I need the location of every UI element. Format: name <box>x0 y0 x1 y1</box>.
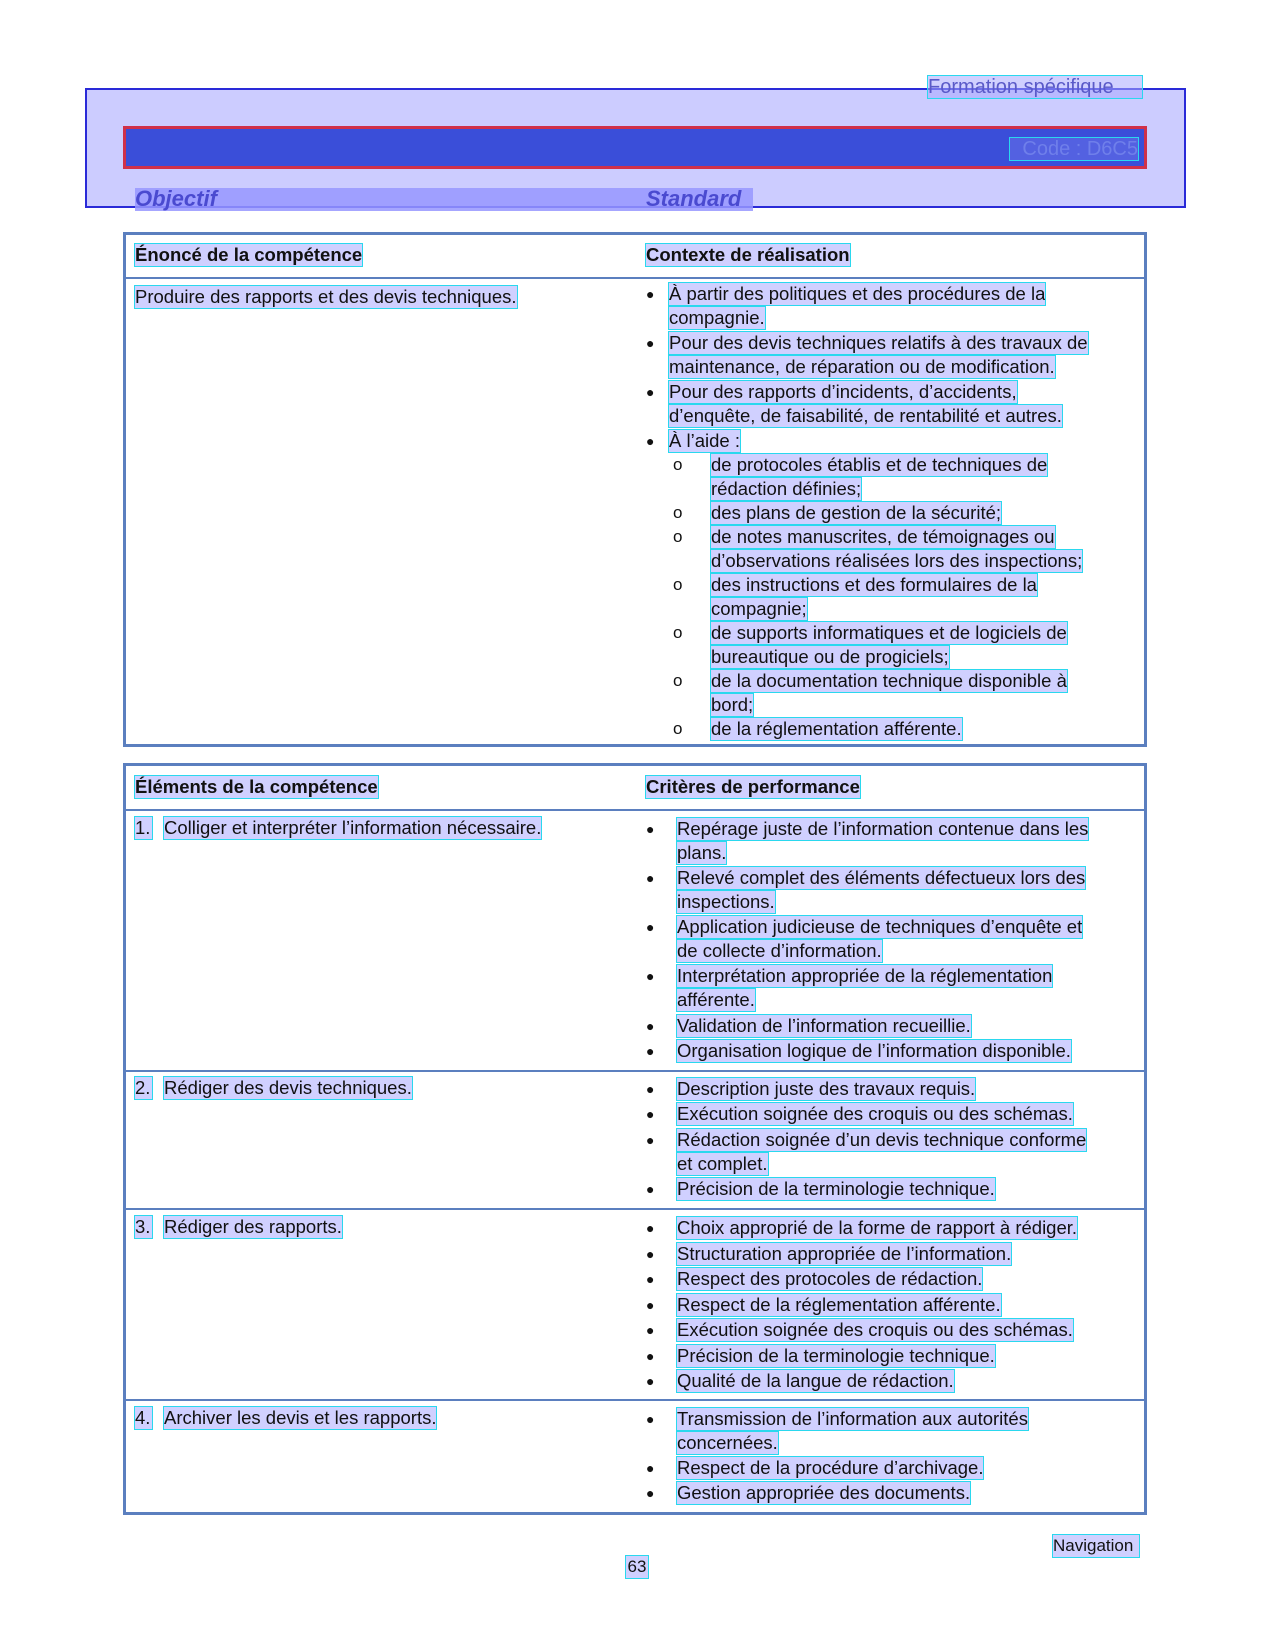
formation-title: Formation spécifique <box>928 76 1142 98</box>
circle-bullet-icon: o <box>673 575 683 594</box>
bullet-icon: ● <box>646 1460 655 1476</box>
criterion-line: Validation de l’information recueillie. <box>677 1015 971 1036</box>
criterion-line: Rédaction soignée d’un devis technique conforme <box>677 1129 1087 1150</box>
criterion-line: afférente. <box>677 989 755 1010</box>
contexte-subline: bord; <box>711 694 754 715</box>
circle-bullet-icon: o <box>673 671 683 690</box>
criterion-line: Structuration appropriée de l’information. <box>677 1243 1012 1264</box>
criterion-line: Gestion appropriée des documents. <box>677 1482 971 1503</box>
criterion-line: Précision de la terminologie technique. <box>677 1178 995 1199</box>
criterion-line: Respect de la réglementation afférente. <box>677 1294 1001 1315</box>
circle-bullet-icon: o <box>673 455 683 474</box>
criterion-line: Application judicieuse de techniques d’enquête et <box>677 916 1083 937</box>
contexte-line: À l’aide : <box>669 430 740 451</box>
contexte-subline: de la réglementation afférente. <box>711 718 962 739</box>
objectif-label: Objectif <box>135 186 217 211</box>
contexte-subline: des instructions et des formulaires de la <box>711 574 1037 595</box>
element-number: 2. <box>135 1077 151 1098</box>
criterion-line: Repérage juste de l’information contenue dans les <box>677 818 1089 839</box>
criterion-line: inspections. <box>677 891 775 912</box>
bullet-icon: ● <box>646 1106 655 1122</box>
col-header-enonce: Énoncé de la compétence <box>135 244 363 265</box>
enonce-text: Produire des rapports et des devis techniques. <box>135 286 517 307</box>
bullet-icon: ● <box>646 1485 655 1501</box>
contexte-subline: de notes manuscrites, de témoignages ou <box>711 526 1055 547</box>
contexte-subline: rédaction définies; <box>711 478 862 499</box>
circle-bullet-icon: o <box>673 623 683 642</box>
circle-bullet-icon: o <box>673 527 683 546</box>
col-header-criteres: Critères de performance <box>646 776 860 797</box>
criterion-line: Précision de la terminologie technique. <box>677 1345 995 1366</box>
row-divider <box>126 1070 1144 1072</box>
contexte-line: À partir des politiques et des procédures de la <box>669 283 1046 304</box>
contexte-subline: de protocoles établis et de techniques de <box>711 454 1048 475</box>
criterion-line: Organisation logique de l’information disponible. <box>677 1040 1071 1061</box>
bullet-icon: ● <box>646 1246 655 1262</box>
bullet-icon: ● <box>646 1297 655 1313</box>
element-number: 1. <box>135 817 151 838</box>
contexte-subline: de supports informatiques et de logiciels de <box>711 622 1067 643</box>
criterion-line: Interprétation appropriée de la réglementation <box>677 965 1053 986</box>
page-number: 63 <box>627 1557 647 1576</box>
contexte-line: d’enquête, de faisabilité, de rentabilité et autres. <box>669 405 1062 426</box>
bullet-icon: ● <box>646 1081 655 1097</box>
contexte-line: Pour des rapports d’incidents, d’accidents, <box>669 381 1017 402</box>
bullet-icon: ● <box>646 1181 655 1197</box>
bullet-icon: ● <box>646 384 655 400</box>
bullet-icon: ● <box>646 1271 655 1287</box>
contexte-line: compagnie. <box>669 307 765 328</box>
criterion-line: concernées. <box>677 1432 778 1453</box>
contexte-line: Pour des devis techniques relatifs à des travaux de <box>669 332 1088 353</box>
circle-bullet-icon: o <box>673 503 683 522</box>
criterion-line: Transmission de l’information aux autorités <box>677 1408 1028 1429</box>
bullet-icon: ● <box>646 1373 655 1389</box>
code-bar <box>123 126 1147 169</box>
bullet-icon: ● <box>646 968 655 984</box>
navigation-link[interactable]: Navigation <box>1053 1535 1139 1557</box>
contexte-line: maintenance, de réparation ou de modification. <box>669 356 1055 377</box>
bullet-icon: ● <box>646 433 655 449</box>
bullet-icon: ● <box>646 1018 655 1034</box>
element-label: Rédiger des rapports. <box>164 1216 342 1237</box>
criterion-line: Respect des protocoles de rédaction. <box>677 1268 983 1289</box>
contexte-subline: bureautique ou de progiciels; <box>711 646 949 667</box>
criterion-line: Respect de la procédure d’archivage. <box>677 1457 984 1478</box>
circle-bullet-icon: o <box>673 719 683 738</box>
standard-label: Standard <box>646 186 742 211</box>
criterion-line: Exécution soignée des croquis ou des schémas. <box>677 1319 1073 1340</box>
competence-code: Code : D6C5 <box>1010 138 1138 160</box>
contexte-subline: de la documentation technique disponible à <box>711 670 1067 691</box>
contexte-subline: d’observations réalisées lors des inspections; <box>711 550 1083 571</box>
bullet-icon: ● <box>646 1043 655 1059</box>
element-label: Rédiger des devis techniques. <box>164 1077 412 1098</box>
bullet-icon: ● <box>646 1322 655 1338</box>
bullet-icon: ● <box>646 919 655 935</box>
bullet-icon: ● <box>646 1348 655 1364</box>
criterion-line: Description juste des travaux requis. <box>677 1078 976 1099</box>
row-divider <box>126 1399 1144 1401</box>
bullet-icon: ● <box>646 1220 655 1236</box>
table-header-divider <box>126 809 1144 811</box>
criterion-line: Relevé complet des éléments défectueux lors des <box>677 867 1086 888</box>
bullet-icon: ● <box>646 821 655 837</box>
criterion-line: de collecte d’information. <box>677 940 882 961</box>
criterion-line: Qualité de la langue de rédaction. <box>677 1370 954 1391</box>
contexte-subline: compagnie; <box>711 598 807 619</box>
table-header-divider <box>126 277 1144 279</box>
element-number: 3. <box>135 1216 151 1237</box>
col-header-elements: Éléments de la compétence <box>135 776 378 797</box>
criterion-line: Choix approprié de la forme de rapport à rédiger. <box>677 1217 1078 1238</box>
element-label: Archiver les devis et les rapports. <box>164 1407 437 1428</box>
bullet-icon: ● <box>646 870 655 886</box>
criterion-line: et complet. <box>677 1153 768 1174</box>
bullet-icon: ● <box>646 335 655 351</box>
element-label: Colliger et interpréter l’information nécessaire. <box>164 817 542 838</box>
criterion-line: plans. <box>677 842 727 863</box>
contexte-subline: des plans de gestion de la sécurité; <box>711 502 1002 523</box>
bullet-icon: ● <box>646 1132 655 1148</box>
row-divider <box>126 1208 1144 1210</box>
bullet-icon: ● <box>646 286 655 302</box>
col-header-contexte: Contexte de réalisation <box>646 244 850 265</box>
criterion-line: Exécution soignée des croquis ou des schémas. <box>677 1103 1073 1124</box>
bullet-icon: ● <box>646 1411 655 1427</box>
element-number: 4. <box>135 1407 151 1428</box>
